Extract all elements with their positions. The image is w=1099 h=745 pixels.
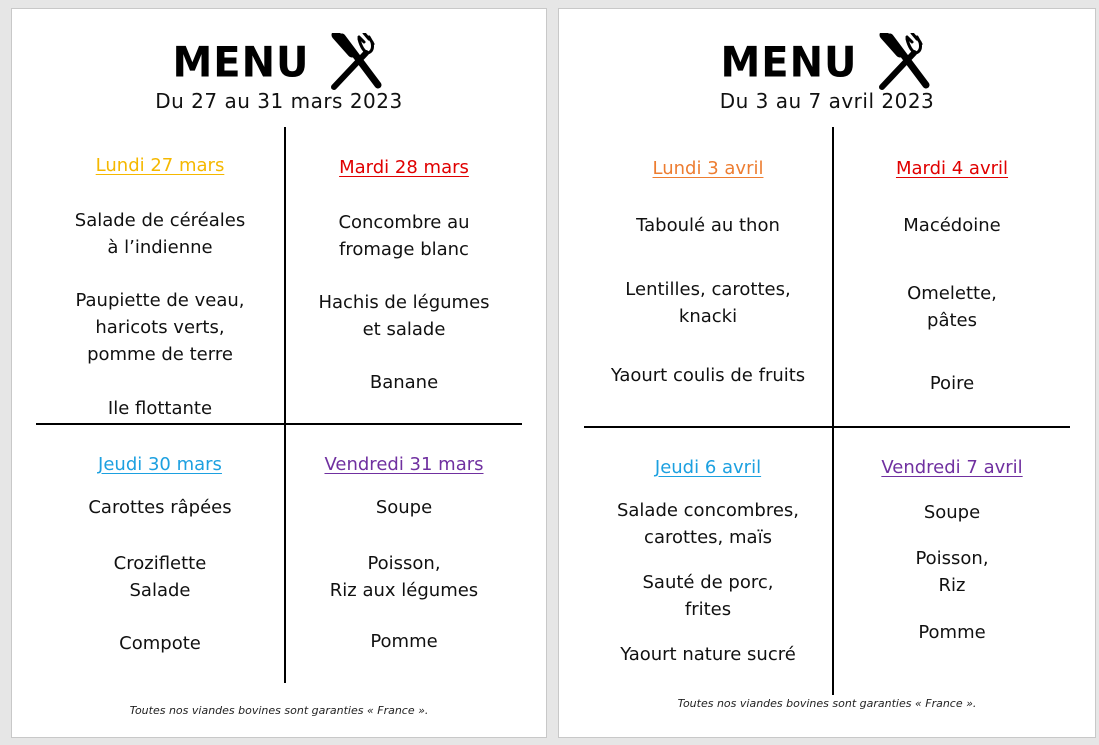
grid-horizontal-divider — [584, 426, 1070, 428]
menu-title: MENU — [720, 38, 858, 88]
day-cell-tuesday — [834, 158, 1070, 426]
fork-knife-icon — [326, 33, 386, 93]
day-cell-friday — [834, 457, 1070, 697]
day-cell-monday — [584, 158, 832, 426]
day-title: Lundi 27 mars — [95, 155, 225, 176]
dish-dessert: Poire — [929, 373, 975, 394]
dish-dessert: Pomme — [918, 622, 986, 643]
dish-main: Croziflette Salade — [113, 553, 207, 601]
dish-starter: Salade de céréales à l’indienne — [74, 210, 246, 258]
menu-page-week2 — [558, 8, 1096, 738]
dish-starter: Macédoine — [903, 215, 1001, 236]
dish-dessert: Ile flottante — [107, 398, 213, 419]
dish-dessert: Banane — [369, 372, 439, 393]
dish-starter: Soupe — [923, 502, 981, 523]
footnote: Toutes nos viandes bovines sont garanties « France ». — [129, 704, 429, 717]
day-title: Vendredi 7 avril — [881, 457, 1023, 478]
dish-main: Hachis de légumes et salade — [318, 292, 490, 340]
menu-heading — [559, 33, 1095, 93]
dish-dessert: Compote — [119, 633, 201, 654]
fork-knife-icon — [874, 33, 934, 93]
day-title: Mardi 4 avril — [895, 158, 1009, 179]
date-range: Du 3 au 7 avril 2023 — [719, 89, 935, 113]
dish-dessert: Yaourt nature sucré — [620, 644, 796, 665]
day-cell-friday — [286, 454, 522, 694]
dish-starter: Taboulé au thon — [636, 215, 780, 236]
menu-heading — [12, 33, 546, 93]
grid-horizontal-divider — [36, 423, 522, 425]
dish-dessert: Pomme — [370, 631, 438, 652]
dish-main: Lentilles, carottes, knacki — [625, 279, 791, 327]
day-title: Jeudi 30 mars — [98, 454, 222, 475]
day-title: Jeudi 6 avril — [654, 457, 762, 478]
day-title: Lundi 3 avril — [652, 158, 764, 179]
day-cell-monday — [36, 155, 284, 423]
date-range: Du 27 au 31 mars 2023 — [155, 89, 403, 113]
dish-starter: Concombre au fromage blanc — [338, 212, 470, 260]
day-title: Vendredi 31 mars — [324, 454, 484, 475]
dish-main: Sauté de porc, frites — [642, 572, 774, 620]
dish-starter: Carottes râpées — [88, 497, 232, 518]
day-cell-thursday — [584, 457, 832, 697]
dish-dessert: Yaourt coulis de fruits — [610, 365, 806, 386]
dish-main: Paupiette de veau, haricots verts, pomme de terre — [75, 290, 245, 365]
dish-main: Poisson, Riz — [915, 548, 989, 596]
dish-main: Poisson, Riz aux légumes — [329, 553, 479, 601]
day-title: Mardi 28 mars — [339, 157, 469, 178]
menu-page-week1 — [11, 8, 547, 738]
footnote: Toutes nos viandes bovines sont garanties « France ». — [677, 697, 977, 710]
dish-main: Omelette, pâtes — [907, 283, 997, 331]
menu-title: MENU — [172, 38, 310, 88]
day-cell-tuesday — [286, 157, 522, 423]
day-cell-thursday — [36, 454, 284, 694]
dish-starter: Soupe — [375, 497, 433, 518]
dish-starter: Salade concombres, carottes, maïs — [616, 500, 800, 548]
